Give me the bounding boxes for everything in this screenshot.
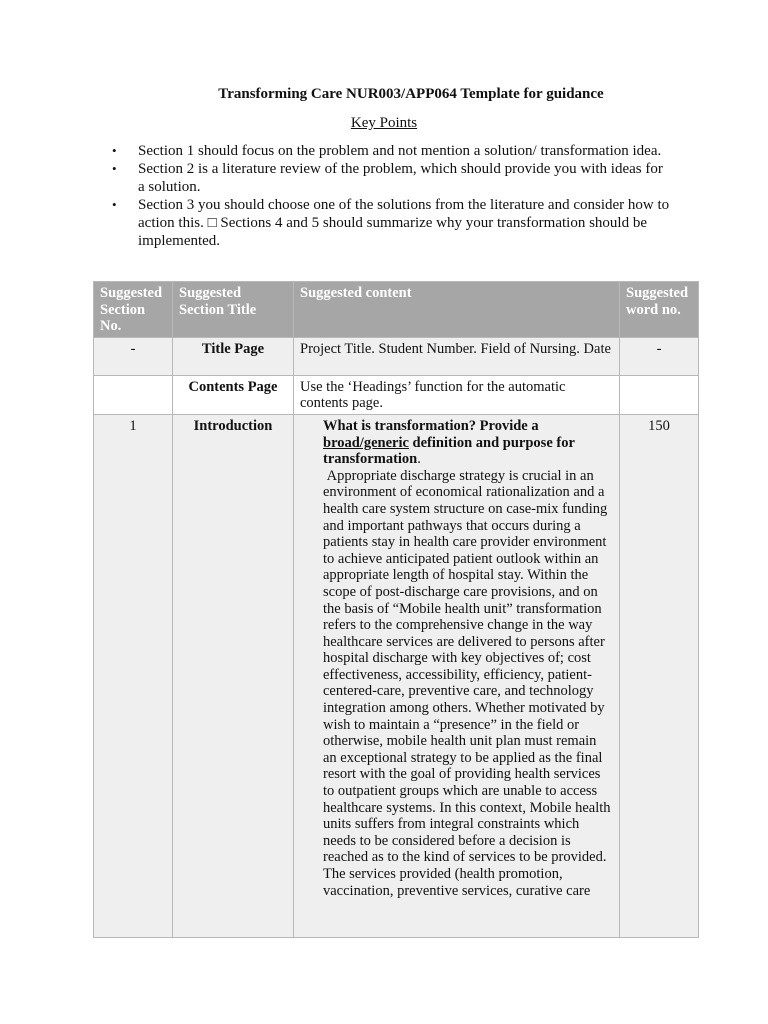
cell-section-title: Title Page — [173, 337, 294, 375]
table-row — [94, 337, 699, 375]
list-item — [112, 142, 672, 160]
bullet-text: Section 3 you should choose one of the solutions from the literature and consider how to action this. □ Sections 4 and 5 should summarize why your transformation should be implemented. — [138, 197, 670, 249]
intro-content — [300, 418, 613, 899]
cell-word-no: 150 — [620, 414, 699, 937]
intro-body-text: Appropriate discharge strategy is crucial in an environment of economical rationalization and a health care system structure on case-mix funding and important pathways that occurs during a patients stay in health care provider environment to achieve anticipated patient outlook within an appropriate length of hospital stay. Within the scope of post-discharge care provisions, and on the basis of “Mobile health unit” transformation refers to the comprehensive change in the way healthcare services are delivered to persons after hospital discharge with key objectives of; cost effectiveness, accessibility, efficiency, patient-centered-care, preventive care, and technology integration among others. Whether motivated by wish to maintain a “presence” in the field or otherwise, mobile health unit plan must remain an exceptional strategy to be applied as the final resort with the goal of providing health services to outpatient groups which are unable to access healthcare systems. In this context, Mobile health units suffers from integral constraints which needs to be considered before a decision is reached as to the kind of services to be provided. The services provided (health promotion, vaccination, preventive services, curative care — [323, 467, 611, 899]
cell-content — [294, 414, 620, 937]
list-item — [112, 196, 672, 250]
bullet-text: Section 2 is a literature review of the problem, which should provide you with ideas for a solution. — [138, 161, 663, 195]
cell-content: Use the ‘Headings’ function for the automatic contents page. — [294, 375, 620, 414]
cell-section-no — [94, 375, 173, 414]
intro-body — [323, 468, 613, 899]
table-header-row — [94, 282, 699, 338]
cell-section-title: Contents Page — [173, 375, 294, 414]
list-item — [112, 160, 672, 196]
cell-section-title: Introduction — [173, 414, 294, 937]
key-points-list — [112, 142, 672, 250]
cell-section-no: 1 — [94, 414, 173, 937]
cell-content: Project Title. Student Number. Field of Nursing. Date — [294, 337, 620, 375]
intro-question-part2: definition and purpose for transformation — [323, 434, 575, 468]
intro-question-underlined: broad/generic — [323, 434, 409, 451]
intro-question-end: . — [417, 451, 421, 468]
bullet-icon: • — [112, 143, 117, 158]
header-word-no: Suggested word no. — [620, 282, 699, 338]
bullet-icon: • — [112, 161, 117, 176]
intro-question-part1: What is transformation? Provide a — [323, 417, 539, 434]
header-content: Suggested content — [294, 282, 620, 338]
guidance-table — [93, 281, 699, 938]
header-section-title: Suggested Section Title — [173, 282, 294, 338]
table-row — [94, 375, 699, 414]
bullet-text: Section 1 should focus on the problem and not mention a solution/ transformation idea. — [138, 143, 662, 159]
cell-section-no: - — [94, 337, 173, 375]
header-section-no: Suggested Section No. — [94, 282, 173, 338]
table-row — [94, 414, 699, 937]
cell-word-no: - — [620, 337, 699, 375]
key-points-heading: Key Points — [350, 115, 418, 131]
cell-word-no — [620, 375, 699, 414]
bullet-icon: • — [112, 197, 117, 212]
intro-question — [323, 418, 613, 468]
document-title: Transforming Care NUR003/APP064 Template for guidance — [218, 86, 604, 102]
